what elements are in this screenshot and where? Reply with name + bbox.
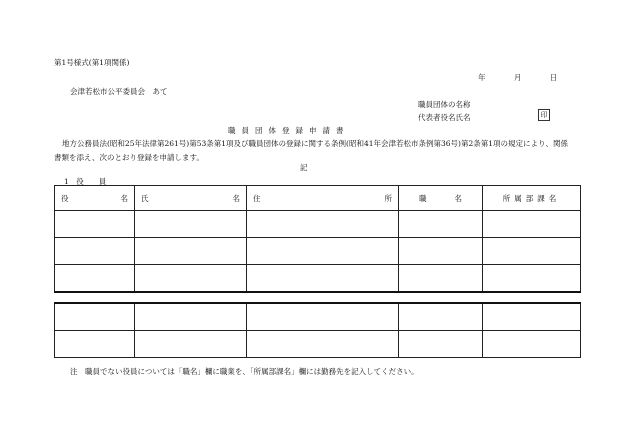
- table-row: [55, 265, 581, 293]
- table-row: [55, 303, 581, 331]
- date-line: [478, 72, 557, 83]
- form-number: 第1号様式(第1項関係): [54, 58, 130, 67]
- footnote: 注 職員でない役員については「職名」欄に職業を、「所属部課名」欄には勤務先を記入してください。: [70, 367, 419, 376]
- date-month: 月: [513, 73, 522, 82]
- body-paragraph: 地方公務員法(昭和25年法律第261号)第53条第1項及び職員団体の登録に関する条例(昭和41年会津若松市条例第36号)第2条第1項の規定により、関係書類を添え、次のとおり登録を申請します。: [54, 139, 569, 162]
- header-address: 住 所: [247, 186, 399, 211]
- table-gap: [55, 292, 581, 303]
- seal-mark: 印: [538, 109, 550, 121]
- header-department: 所属部課名: [483, 186, 581, 211]
- header-role: 役 名: [55, 186, 135, 211]
- document-title: 職員団体登録申請書: [228, 126, 350, 135]
- officers-table: [54, 185, 581, 358]
- table-row: [55, 238, 581, 265]
- org-name-label: 職員団体の名称: [418, 100, 471, 109]
- section-heading: 1 役 員: [64, 177, 107, 186]
- header-name: 氏 名: [135, 186, 247, 211]
- ki-heading: 記: [300, 163, 308, 172]
- header-job-title: 職 名: [399, 186, 483, 211]
- representative-label: 代表者役名氏名: [418, 113, 471, 122]
- table-row: [55, 331, 581, 358]
- table-header-row: [55, 186, 581, 211]
- body-text: [54, 137, 574, 164]
- date-year: 年: [478, 73, 486, 82]
- date-day: 日: [549, 73, 558, 82]
- addressee: 会津若松市公平委員会 あて: [70, 87, 168, 96]
- table-row: [55, 211, 581, 238]
